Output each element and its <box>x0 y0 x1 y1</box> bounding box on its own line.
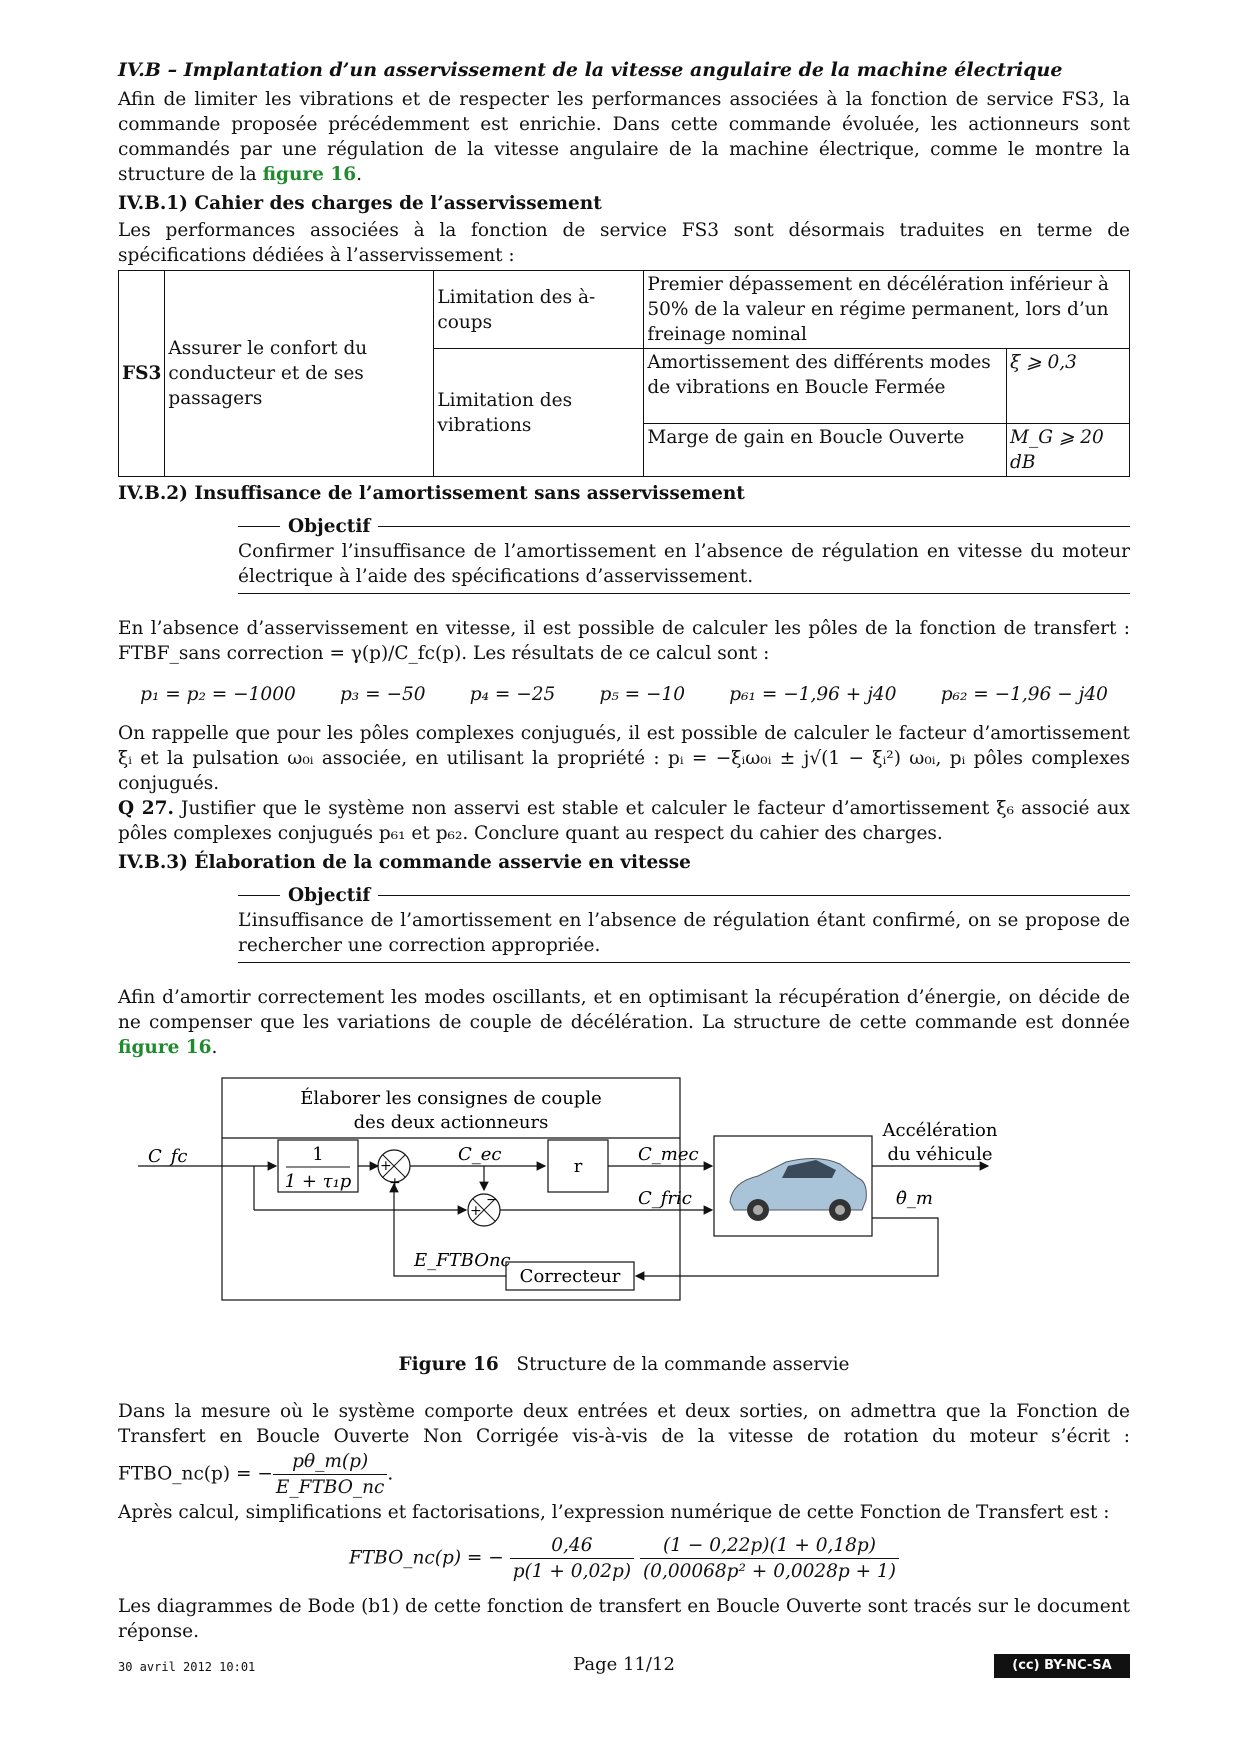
block-title-1: Élaborer les consignes de couple <box>300 1088 602 1109</box>
b3-text-end: . <box>211 1037 218 1058</box>
spec-table <box>118 270 1130 477</box>
f1-num: pθ_m(p) <box>273 1449 388 1475</box>
objective-header <box>238 883 1130 908</box>
sign-plus: + <box>470 1203 482 1219</box>
objective-text: Confirmer l’insuffisance de l’amortissement en l’absence de régulation en vitesse du moteur électrique à l’aide des spécifications d’asservissement. <box>238 539 1130 594</box>
corrector-label: Correcteur <box>519 1266 621 1287</box>
caption-text: Structure de la commande asservie <box>516 1354 850 1375</box>
after-text1: Dans la mesure où le système comporte deux entrées et deux sorties, on admettra que la Fonction de Transfert en Boucle Ouverte Non Corrigée vis-à-vis de la vitesse de rotation du moteur s’écrit : FTBO_nc(p) = − $\frac{p\theta\_m(p)}{\text{E\_FTBO\_nc}}$ . <box>118 1401 1130 1498</box>
block-diagram <box>118 1070 1130 1352</box>
cmec-label: C_mec <box>638 1144 699 1165</box>
caption-label: Figure 16 <box>398 1354 499 1375</box>
figure-caption <box>118 1352 1130 1377</box>
sign-plus: + <box>389 1175 401 1191</box>
theta-label: θ̇_m <box>896 1188 933 1209</box>
b3-title: IV.B.3) Élaboration de la commande asservie en vitesse <box>118 852 691 873</box>
poles-list <box>118 682 1130 707</box>
b2-text2: On rappelle que pour les pôles complexes conjugués, il est possible de calculer le facteur d’amortissement ξᵢ et la pulsation ω₀ᵢ associée, en utilisant la propriété : pᵢ = −ξᵢω₀ᵢ ± j√(1 − ξᵢ²) ω₀ᵢ, pᵢ pôles complexes conjugués. <box>118 723 1130 794</box>
sign-plus: + <box>380 1158 392 1174</box>
objective-label: Objectif <box>288 885 371 906</box>
eq-num2: (1 − 0,22p)(1 + 0,18p) <box>640 1533 899 1559</box>
filter-den: 1 + τ₁p <box>284 1171 352 1192</box>
after-text2: Après calcul, simplifications et factorisations, l’expression numérique de cette Fonction de Transfert est : <box>118 1502 1110 1523</box>
output-label-1: Accélération <box>882 1120 998 1141</box>
objective-header <box>238 514 1130 539</box>
eq-lhs: FTBO_nc(p) = − <box>348 1547 504 1569</box>
intro-end: . <box>356 164 363 185</box>
eq-den2: (0,00068p² + 0,0028p + 1) <box>642 1561 897 1582</box>
crit2-level-b-cell: M_G ⩾ 20 dB <box>1007 424 1130 477</box>
eq-den1: p(1 + 0,02p) <box>512 1561 632 1582</box>
crit2-spec-b-cell: Marge de gain en Boucle Ouverte <box>644 424 1007 477</box>
crit1-spec-cell: Premier dépassement en décélération inférieur à 50% de la valeur en régime permanent, lors d’un freinage nominal <box>644 271 1130 349</box>
crit2-level-a-cell: ξ ⩾ 0,3 <box>1007 349 1130 424</box>
b1-title: IV.B.1) Cahier des charges de l’asservissement <box>118 193 602 214</box>
error-label: E_FTBOnc <box>414 1250 511 1271</box>
question-text: Justifier que le système non asservi est stable et calculer le facteur d’amortissement ξ₆ associé aux pôles complexes conjugués p₆₁ et p₆₂. Conclure quant au respect du cahier des charges. <box>118 798 1130 844</box>
after-text: Dans la mesure où le système comporte deux entrées et deux sorties, on admettra que la Fonction de Transfert en Boucle Ouverte Non Corrigée vis-à-vis de la vitesse de rotation du moteur s’écrit : FTBO_nc(p) = − <box>118 1401 1130 1485</box>
intro-text: Afin de limiter les vibrations et de respecter les performances associées à la fonction de service FS3, la commande proposée précédemment est enrichie. Dans cette commande évoluée, les actionneurs sont commandés par une régulation de la vitesse angulaire de la machine électrique, comme le montre la structure de la <box>118 89 1130 185</box>
page-footer <box>118 1654 1130 1684</box>
page-number: Page 11/12 <box>573 1654 675 1675</box>
function-cell: Assurer le confort du conducteur et de ses passagers <box>165 271 434 477</box>
pole: p₆₂ = −1,96 − j40 <box>940 684 1108 705</box>
block-diagram-svg <box>118 1070 1130 1352</box>
crit2-spec-a-cell: Amortissement des différents modes de vibrations en Boucle Fermée <box>644 349 1007 424</box>
cfric-label: C_fric <box>638 1188 692 1209</box>
eq-num1: 0,46 <box>510 1533 634 1559</box>
question-label: Q 27. <box>118 798 174 819</box>
figure-link[interactable]: figure 16 <box>262 164 357 185</box>
ftbo-formula <box>118 1533 1130 1584</box>
filter-num: 1 <box>312 1144 324 1165</box>
sign-minus: − <box>486 1192 498 1208</box>
after-text3: Les diagrammes de Bode (b1) de cette fonction de transfert en Boucle Ouverte sont tracés sur le document réponse. <box>118 1596 1130 1642</box>
page-content <box>118 58 1130 1644</box>
block-title-2: des deux actionneurs <box>353 1112 549 1133</box>
pole: p₆₁ = −1,96 + j40 <box>729 684 897 705</box>
objective-box-2 <box>238 883 1130 963</box>
b1-text: Les performances associées à la fonction de service FS3 sont désormais traduites en terme de spécifications dédiées à l’asservissement : <box>118 220 1130 266</box>
gain-label: r <box>573 1156 583 1177</box>
crit2-cell: Limitation des vibrations <box>434 349 644 477</box>
objective-box-1 <box>238 514 1130 594</box>
cc-license-badge[interactable]: (cc) BY-NC-SA <box>994 1654 1130 1678</box>
pole: p₄ = −25 <box>469 684 556 705</box>
figure-link[interactable]: figure 16 <box>118 1037 212 1058</box>
section-title: IV.B – Implantation d’un asservissement de la vitesse angulaire de la machine électrique <box>118 59 1063 81</box>
pole: p₁ = p₂ = −1000 <box>140 684 296 705</box>
cec-label: C_ec <box>458 1144 502 1165</box>
fs-cell: FS3 <box>119 271 165 477</box>
b3-text: Afin d’amortir correctement les modes oscillants, et en optimisant la récupération d’énergie, on décide de ne compenser que les variations de couple de décélération. La structure de cette commande est donnée <box>118 987 1130 1033</box>
crit1-cell: Limitation des à-coups <box>434 271 644 349</box>
input-label: C_fc <box>148 1146 188 1167</box>
footer-date: 30 avril 2012 10:01 <box>118 1660 256 1674</box>
b3-text1 <box>118 985 1130 1060</box>
output-label-2: du véhicule <box>887 1144 993 1165</box>
b2-text1: En l’absence d’asservissement en vitesse, il est possible de calculer les pôles de la fonction de transfert : FTBF_sans correction = γ(p)/C_fc(p). Les résultats de ce calcul sont : <box>118 618 1130 664</box>
pole: p₅ = −10 <box>599 684 686 705</box>
objective-text: L’insuffisance de l’amortissement en l’absence de régulation étant confirmé, on se propose de rechercher une correction appropriée. <box>238 908 1130 963</box>
pole: p₃ = −50 <box>339 684 426 705</box>
f1-den: E_FTBO_nc <box>275 1477 385 1498</box>
question-27 <box>118 796 1130 846</box>
b2-title: IV.B.2) Insuffisance de l’amortissement sans asservissement <box>118 483 745 504</box>
objective-label: Objectif <box>288 516 371 537</box>
intro-paragraph <box>118 87 1130 187</box>
